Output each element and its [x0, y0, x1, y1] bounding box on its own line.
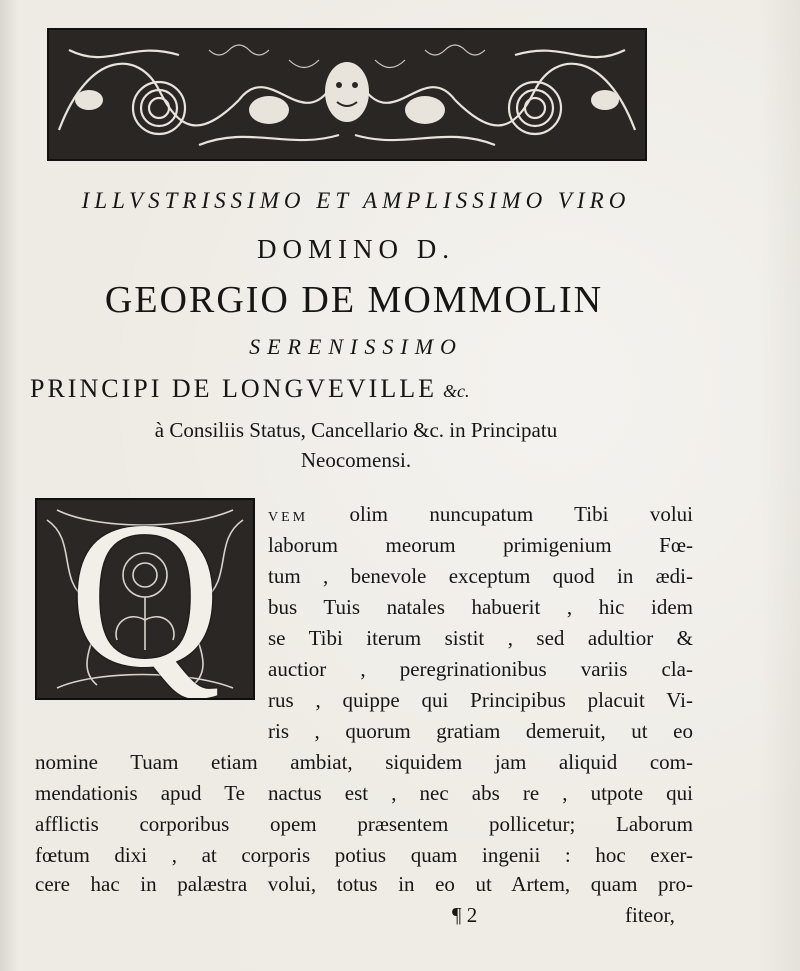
signature-mark: ¶ 2 [452, 903, 478, 927]
body-line-2: laborum meorum primigenium Fœ- [268, 533, 693, 557]
initial-letter: Q [69, 498, 221, 700]
body-line-10: mendationis apud Te nactus est , nec abs re , utpote qui [35, 781, 693, 805]
dedicatee-name: GEORGIO DE MOMMOLIN [104, 279, 604, 321]
dedication-line-6: à Consiliis Status, Cancellario &c. in Principatu [154, 418, 558, 442]
decorated-initial [35, 498, 255, 700]
body-line-1-text: olim nuncupatum Tibi volui [349, 502, 693, 526]
ornamental-headpiece [47, 28, 647, 161]
dedication-line-5-etc: &c. [442, 381, 470, 401]
body-line-7: rus , quippe qui Principibus placuit Vi- [268, 688, 693, 712]
body-line-8: ris , quorum gratiam demeruit, ut eo [268, 719, 693, 743]
catchword: fiteor, [625, 903, 675, 927]
dedication-line-1: ILLVSTRISSIMO ET AMPLISSIMO VIRO [81, 188, 631, 213]
dedication-line-5 [30, 374, 710, 404]
headpiece-ornament-graphic [49, 30, 645, 159]
body-line-5: se Tibi iterum sistit , sed adultior & [268, 626, 693, 650]
body-first-word: VEM [268, 510, 309, 525]
dedication-line-2: DOMINO D. [257, 234, 455, 264]
dedication-line-5-text: PRINCIPI DE LONGVEVILLE [30, 374, 437, 403]
body-line-13: cere hac in palæstra volui, totus in eo ut Artem, quam pro- [35, 872, 693, 896]
body-line-9: nomine Tuam etiam ambiat, siquidem jam aliquid com- [35, 750, 693, 774]
body-line-12: fœtum dixi , at corporis potius quam ingenii : hoc exer- [35, 843, 693, 867]
body-line-11: afflictis corporibus opem præsentem pollicetur; Laborum [35, 812, 693, 836]
body-line-6: auctior , peregrinationibus variis cla- [268, 657, 693, 681]
body-line-3: tum , benevole exceptum quod in ædi- [268, 564, 693, 588]
dedication-line-7: Neocomensi. [300, 448, 412, 472]
body-line-4: bus Tuis natales habuerit , hic idem [268, 595, 693, 619]
dedication-line-4: SERENISSIMO [249, 334, 463, 359]
body-line-1 [268, 500, 693, 532]
